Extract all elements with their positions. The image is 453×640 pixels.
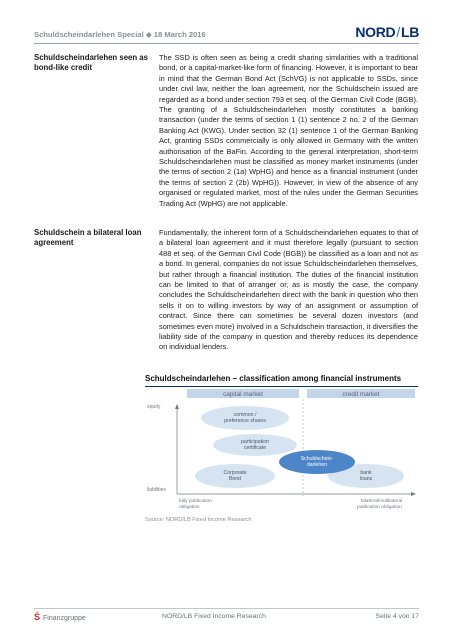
ellipse-shares-label-2: preference shares xyxy=(224,418,266,424)
ellipse-corporate-bond-label-1: Corporate xyxy=(223,470,247,476)
capital-market-label: capital market xyxy=(223,391,263,399)
sparkasse-s-icon: Ś xyxy=(34,612,41,622)
axis-label-left-1: fully publication xyxy=(179,499,212,504)
classification-diagram xyxy=(145,388,418,515)
figure-title: Schuldscheindarlehen – classification among financial instruments xyxy=(145,374,402,383)
ellipse-schuldscheindarlehen-label-2: darlehen xyxy=(306,462,328,468)
ellipse-participation-label-1: participation xyxy=(241,439,269,445)
footer-research-name: NORD/LB Fixed Income Research xyxy=(162,613,266,620)
section-text-bilateral-loan: Fundamentally, the inherent form of a Schuldscheindarlehen equates to that of a bilateral loan agreement and it must therefore legally (pursuant to section 488 et seq. of the German Civil Code (BGB)) be classified as a loan and not as a bond. In general, companies do not issue Schuldscheindarlehen themselves, but rather through a financial institution. The duties of the financial institution can be limited to that of arranger or, as is mostly the case, the company concludes the Schuldscheindarlehen direct with the bank in question who then sells it on to willing investors by way of an assignment or assumption of contract. Since there can sometimes be several dozen investors (and sometimes even more) involved in a Schuldschein transaction, it diversifies the liability side of the company in question and thereby reduces its dependence on individual lenders. xyxy=(159,228,418,352)
footer-divider xyxy=(34,608,419,609)
footer-page-number: Seite 4 von 17 xyxy=(375,613,419,620)
header-divider xyxy=(34,43,419,44)
section-label-bilateral-loan: Schuldschein a bilateral loan agreement xyxy=(34,228,142,247)
report-header-title: Schuldscheindarlehen Special ◆ 18 March 2016 xyxy=(34,30,206,39)
axis-arrow-right-icon xyxy=(411,492,416,496)
figure-title-rule xyxy=(145,386,418,387)
ellipse-corporate-bond-label-2: Bond xyxy=(228,476,242,482)
axis-label-equity: equity xyxy=(147,404,161,410)
ellipse-shares-label-1: common / xyxy=(233,412,257,418)
ellipse-bank-loans-label-1: bank xyxy=(360,470,372,476)
footer-finanzgruppe: Ś Finanzgruppe xyxy=(34,612,86,622)
nordlb-logo: NORD/LB xyxy=(355,24,419,40)
ellipse-participation-label-2: certificate xyxy=(243,445,267,451)
section-text-bond-like-credit: The SSD is often seen as being a credit sharing similarities with a traditional bond, or a capital-market-like form of financing. However, it is important to bear in mind that the German Bond Act (SchVG) is not applicable to SSDs, since under civil law, neither the loan agreement, nor the Schuldschein issued are regarded as a bond under section 793 et seq. of the German Civil Code (BGB). The granting of a Schuldscheindarlehen mostly constitutes a banking transaction (under the terms of section 1 (1) sentence 2 no. 2 of the German Banking Act (KWG). Under section 32 (1) sentence 1 of the German Banking Act, granting SSDs commercially is only allowed in Germany with the written authorisation of the BaFin. According to the general interpretation, short-term Schuldscheindarlehen must be classified as money market instruments (under the terms of section 2 (1a) WpHG) and hence as a financial instrument (under the terms of section 2 (2b) WpHG)). However, in view of the absence of any organised or regulated market, most of the rules under the German Securities Trading Act (WpHG) are not applicable. xyxy=(159,53,418,208)
figure-source: Source: NORD/LB Fixed Income Research xyxy=(145,517,252,523)
ellipse-schuldscheindarlehen-label-1: Schuldschein- xyxy=(300,456,334,462)
axis-label-right-1: bilateral/multilateral xyxy=(361,499,403,504)
axis-label-liabilities: liabilities xyxy=(147,487,166,493)
axis-label-right-2: publication obligation xyxy=(357,505,402,510)
credit-market-label: credit market xyxy=(342,391,380,399)
section-label-bond-like-credit: Schuldscheindarlehen seen as bond-like credit xyxy=(34,53,148,72)
axis-arrow-up-icon xyxy=(175,404,179,409)
axis-label-left-2: obligation xyxy=(179,505,200,510)
ellipse-bank-loans-label-2: loans xyxy=(359,476,373,482)
